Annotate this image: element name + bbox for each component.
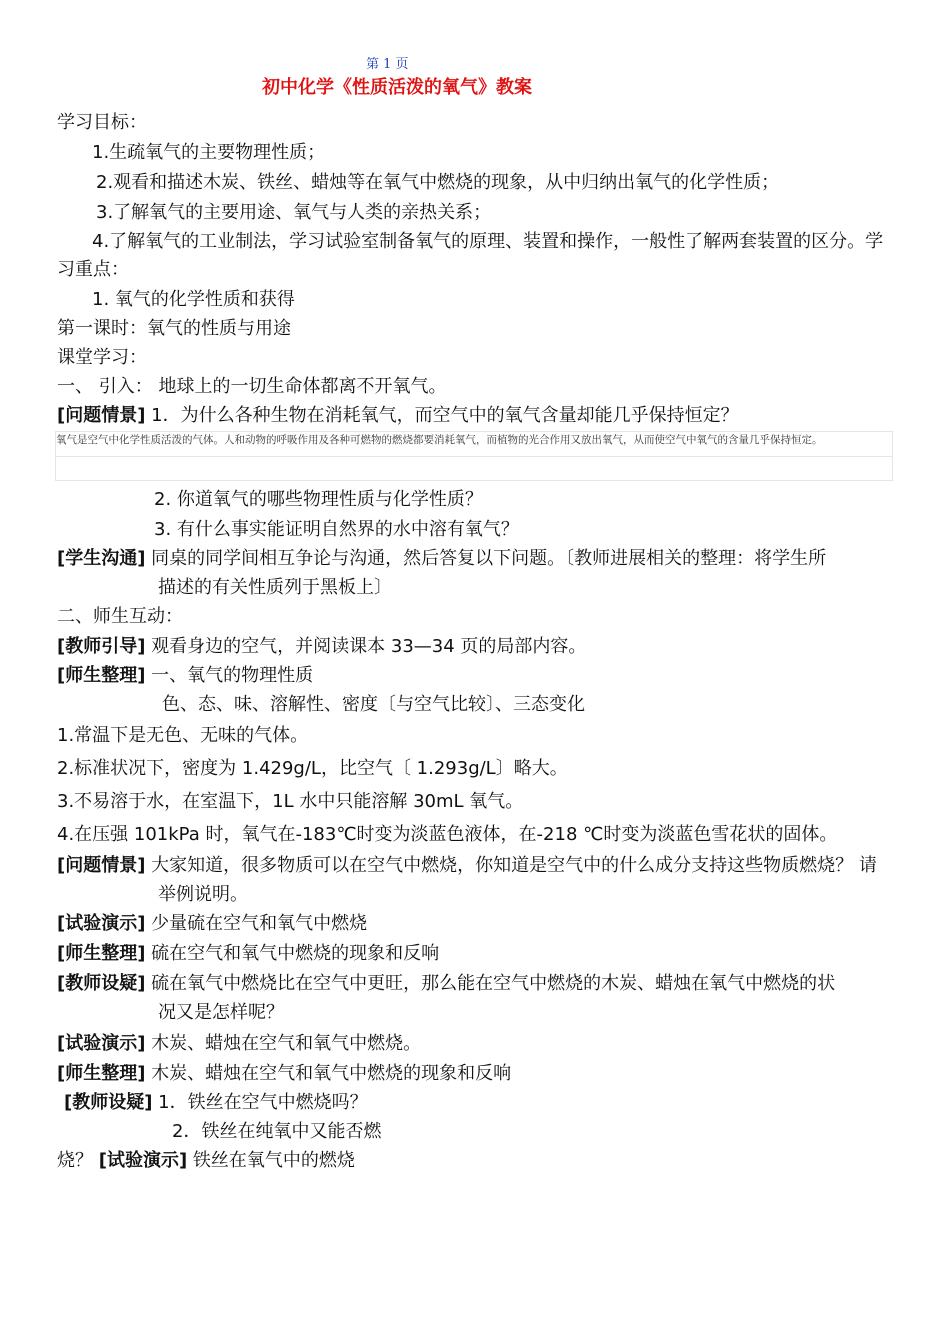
teacher-question-1-cont: 况又是怎样呢？ xyxy=(158,1002,284,1023)
property-3: 3.不易溶于水，在室温下，1L 水中只能溶解 30mL 氧气。 xyxy=(57,791,524,812)
problem-scenario-2-text: 大家知道，很多物质可以在空气中燃烧，你知道是空气中的什么成分支持这些物质燃烧？ 请 xyxy=(145,855,877,876)
question-2: 2. 你道氧气的哪些物理性质与化学性质？ xyxy=(154,489,483,510)
experiment-iron-tag: [试验演示] xyxy=(98,1150,188,1171)
teacher-question-tag: [教师设疑] xyxy=(57,973,146,994)
key-point-1: 1. 氧气的化学性质和获得 xyxy=(92,289,295,310)
experiment-iron xyxy=(57,1149,355,1173)
teacher-question-iron xyxy=(64,1091,368,1115)
summary-text: 一、氧气的物理性质 xyxy=(145,665,314,686)
problem-scenario-2-tag: [问题情景] xyxy=(57,855,146,876)
learning-objectives-heading: 学习目标： xyxy=(57,112,147,133)
problem-scenario-tag: [问题情景] xyxy=(57,405,146,426)
lesson-1-heading: 第一课时：氧气的性质与用途 xyxy=(57,318,291,339)
answer-note: 氧气是空气中化学性质活泼的气体。人和动物的呼吸作用及各种可燃物的燃烧都要消耗氧气，而植物的光合作用又放出氧气，从而使空气中氧气的含量几乎保持恒定。 xyxy=(56,434,823,446)
objective-4: 4.了解氧气的工业制法，学习试验室制备氧气的原理、装置和操作，一般性了解两套装置的区分。学 xyxy=(92,231,884,252)
problem-scenario-1 xyxy=(57,404,739,428)
problem-scenario-text: 1．为什么各种生物在消耗氧气，而空气中的氧气含量却能几乎保持恒定？ xyxy=(145,405,739,426)
summary-sulfur-text: 硫在空气和氧气中燃烧的现象和反响 xyxy=(145,943,440,964)
teacher-question-text: 硫在氧气中燃烧比在空气中更旺，那么能在空气中燃烧的木炭、蜡烛在氧气中燃烧的状 xyxy=(145,973,836,994)
experiment-2-tag: [试验演示] xyxy=(57,1033,146,1054)
page-number: 第 1 页 xyxy=(366,57,409,72)
objective-3: 3.了解氧气的主要用途、氧气与人类的亲热关系； xyxy=(96,202,492,223)
teacher-question-iron-2: 2．铁丝在纯氧中又能否燃 xyxy=(172,1121,382,1142)
problem-scenario-2 xyxy=(57,854,877,878)
summary-sulfur-tag: [师生整理] xyxy=(57,943,146,964)
summary-physical-properties xyxy=(57,664,313,688)
experiment-2-text: 木炭、蜡烛在空气和氧气中燃烧。 xyxy=(145,1033,422,1054)
teacher-question-2-tag: [教师设疑] xyxy=(64,1092,153,1113)
experiment-charcoal-candle xyxy=(57,1032,421,1056)
teacher-question-2-text: 1．铁丝在空气中燃烧吗？ xyxy=(152,1092,368,1113)
experiment-text: 少量硫在空气和氧气中燃烧 xyxy=(145,913,368,934)
experiment-tag: [试验演示] xyxy=(57,913,146,934)
class-study-heading: 课堂学习： xyxy=(57,347,147,368)
document-title: 初中化学《性质活泼的氧气》教案 xyxy=(262,77,532,98)
experiment-iron-text: 铁丝在氧气中的燃烧 xyxy=(187,1150,355,1171)
section-introduction: 一、 引入： 地球上的一切生命体都离不开氧气。 xyxy=(57,376,447,397)
property-1: 1.常温下是无色、无味的气体。 xyxy=(57,725,309,746)
question-3: 3. 有什么事实能证明自然界的水中溶有氧气？ xyxy=(154,519,519,540)
section-interaction: 二、师生互动： xyxy=(57,606,183,627)
summary-sulfur xyxy=(57,942,439,966)
summary-tag: [师生整理] xyxy=(57,665,146,686)
property-2: 2.标准状况下，密度为 1.429g/L，比空气〔 1.293g/L〕略大。 xyxy=(57,758,568,779)
answer-note-box xyxy=(55,431,893,481)
summary-2-tag: [师生整理] xyxy=(57,1063,146,1084)
summary-2-text: 木炭、蜡烛在空气和氧气中燃烧的现象和反响 xyxy=(145,1063,512,1084)
teacher-guidance-tag: [教师引导] xyxy=(57,636,146,657)
teacher-guidance xyxy=(57,635,586,659)
objective-2: 2.观看和描述木炭、铁丝、蜡烛等在氧气中燃烧的现象，从中归纳出氧气的化学性质； xyxy=(96,172,780,193)
student-communication-text: 同桌的同学间相互争论与沟通，然后答复以下问题。〔教师进展相关的整理：将学生所 xyxy=(145,548,827,569)
student-communication xyxy=(57,547,826,571)
objective-1: 1.生疏氧气的主要物理性质； xyxy=(92,142,326,163)
experiment-iron-prefix: 烧？ xyxy=(57,1150,99,1171)
property-4: 4.在压强 101kPa 时，氧气在-183℃时变为淡蓝色液体，在-218 ℃时变为淡蓝色雪花状的固体。 xyxy=(57,824,838,845)
summary-charcoal-candle xyxy=(57,1062,511,1086)
problem-scenario-2-cont: 举例说明。 xyxy=(158,884,248,905)
property-list: 色、态、味、溶解性、密度〔与空气比较〕、三态变化 xyxy=(162,694,585,715)
experiment-sulfur xyxy=(57,912,367,936)
key-points-heading: 习重点： xyxy=(57,259,129,280)
teacher-question-1 xyxy=(57,972,835,996)
student-communication-cont: 描述的有关性质列于黑板上〕 xyxy=(158,577,392,598)
student-communication-tag: [学生沟通] xyxy=(57,548,146,569)
note-divider xyxy=(56,456,892,457)
teacher-guidance-text: 观看身边的空气，并阅读课本 33—34 页的局部内容。 xyxy=(145,636,587,657)
